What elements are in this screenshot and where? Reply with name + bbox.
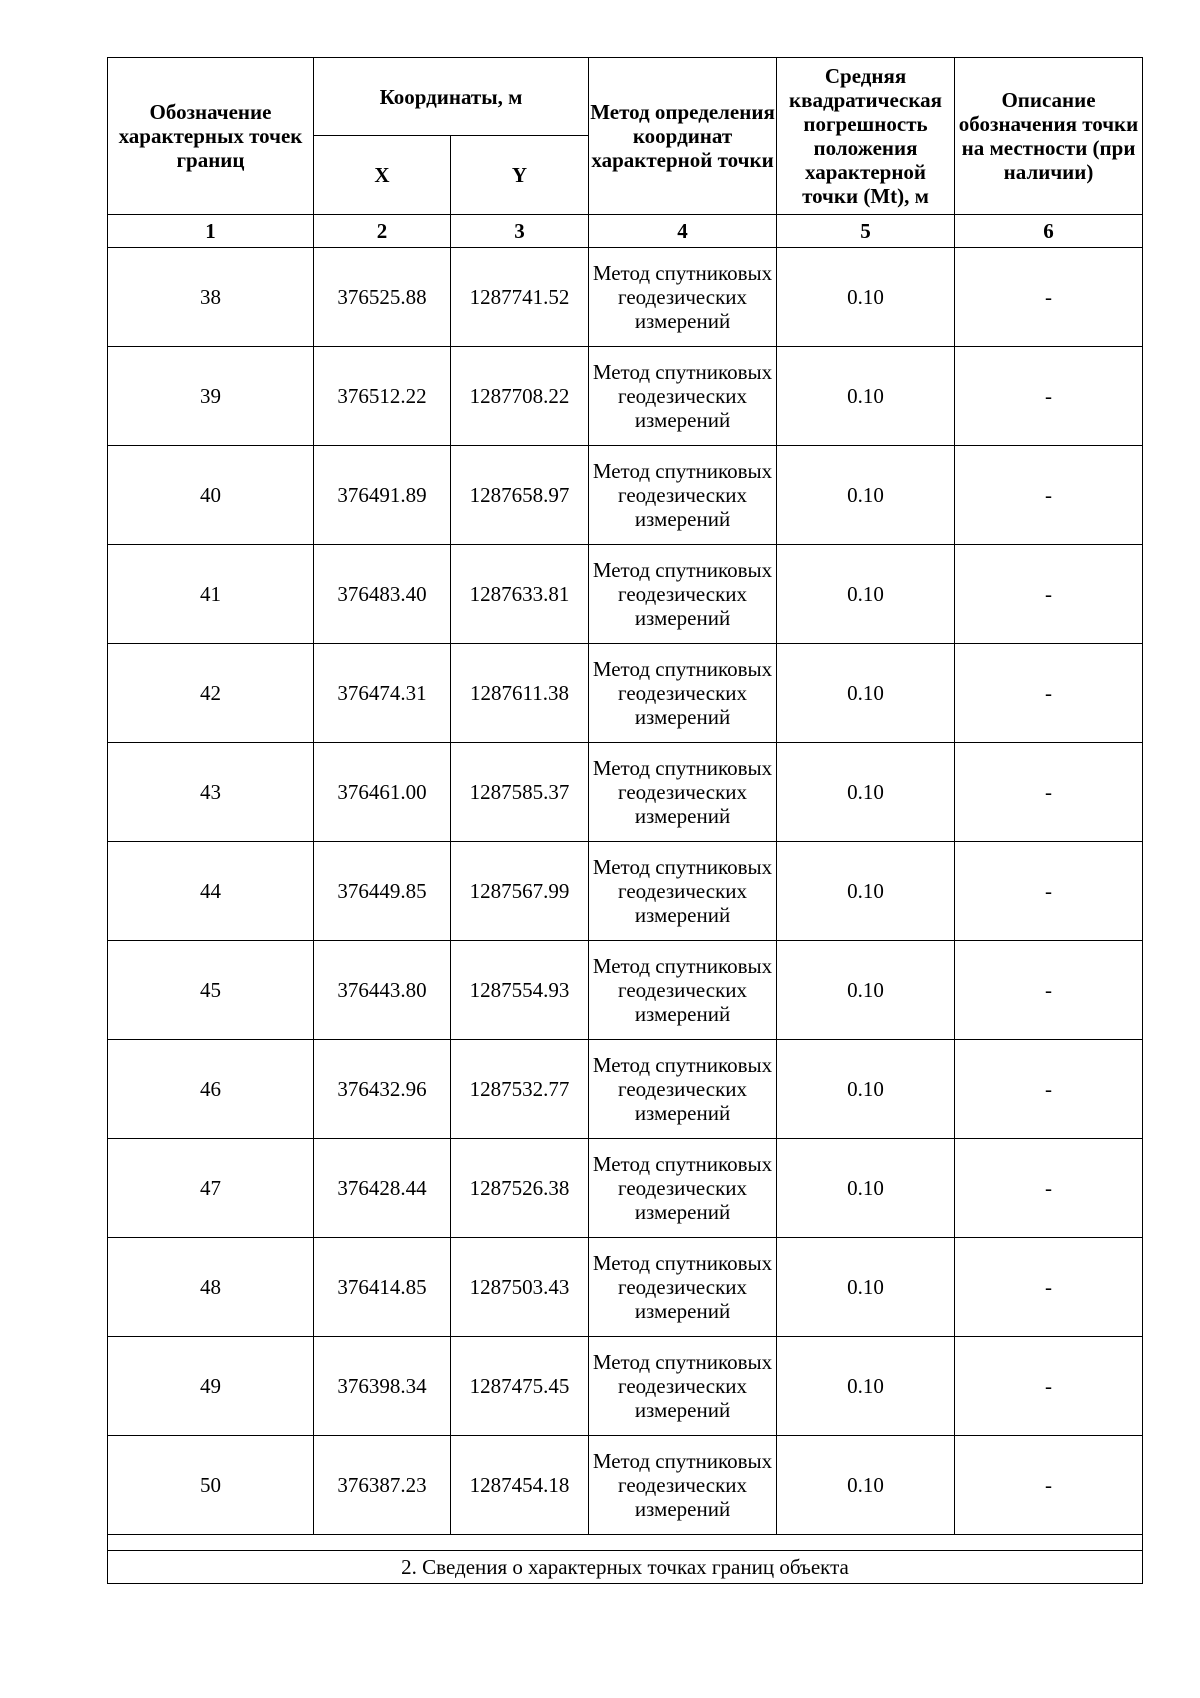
table-row [108,1139,1143,1238]
x-cell: 376443.80 [314,941,451,1040]
mt-cell: 0.10 [777,248,955,347]
table-row [108,1337,1143,1436]
header-coordinates: Координаты, м [314,58,589,136]
x-cell: 376461.00 [314,743,451,842]
header-y: Y [451,136,589,215]
mt-cell: 0.10 [777,1337,955,1436]
point-cell: 44 [108,842,314,941]
x-cell: 376449.85 [314,842,451,941]
section-caption: 2. Сведения о характерных точках границ объекта [108,1551,1143,1584]
description-cell: - [955,1238,1143,1337]
mt-cell: 0.10 [777,644,955,743]
description-cell: - [955,545,1143,644]
description-cell: - [955,347,1143,446]
point-cell: 47 [108,1139,314,1238]
description-cell: - [955,1436,1143,1535]
y-cell: 1287475.45 [451,1337,589,1436]
description-cell: - [955,941,1143,1040]
method-cell: Метод спутниковых геодезических измерений [589,644,777,743]
column-number-row [108,215,1143,248]
x-cell: 376483.40 [314,545,451,644]
description-cell: - [955,842,1143,941]
table-row [108,1238,1143,1337]
mt-cell: 0.10 [777,1040,955,1139]
point-cell: 48 [108,1238,314,1337]
y-cell: 1287567.99 [451,842,589,941]
footer-row [108,1551,1143,1584]
point-cell: 39 [108,347,314,446]
y-cell: 1287526.38 [451,1139,589,1238]
x-cell: 376414.85 [314,1238,451,1337]
header-mt-error: Средняя квадратическая погрешность положения характерной точки (Mt), м [777,58,955,215]
y-cell: 1287633.81 [451,545,589,644]
mt-cell: 0.10 [777,545,955,644]
mt-cell: 0.10 [777,1238,955,1337]
method-cell: Метод спутниковых геодезических измерений [589,1238,777,1337]
point-cell: 45 [108,941,314,1040]
y-cell: 1287503.43 [451,1238,589,1337]
column-number: 2 [314,215,451,248]
y-cell: 1287708.22 [451,347,589,446]
mt-cell: 0.10 [777,446,955,545]
point-cell: 49 [108,1337,314,1436]
coordinates-table [107,57,1143,1584]
description-cell: - [955,248,1143,347]
method-cell: Метод спутниковых геодезических измерений [589,941,777,1040]
point-cell: 38 [108,248,314,347]
description-cell: - [955,1040,1143,1139]
mt-cell: 0.10 [777,743,955,842]
column-number: 4 [589,215,777,248]
method-cell: Метод спутниковых геодезических измерений [589,545,777,644]
header-x: X [314,136,451,215]
table-row [108,347,1143,446]
mt-cell: 0.10 [777,347,955,446]
mt-cell: 0.10 [777,1139,955,1238]
description-cell: - [955,644,1143,743]
header-point-designation: Обозначение характерных точек границ [108,58,314,215]
y-cell: 1287611.38 [451,644,589,743]
column-number: 6 [955,215,1143,248]
header-method: Метод определения координат характерной точки [589,58,777,215]
x-cell: 376432.96 [314,1040,451,1139]
x-cell: 376512.22 [314,347,451,446]
method-cell: Метод спутниковых геодезических измерений [589,1040,777,1139]
table-row [108,248,1143,347]
x-cell: 376474.31 [314,644,451,743]
table-row [108,446,1143,545]
x-cell: 376491.89 [314,446,451,545]
column-number: 3 [451,215,589,248]
table-row [108,842,1143,941]
table-row [108,1040,1143,1139]
point-cell: 41 [108,545,314,644]
y-cell: 1287532.77 [451,1040,589,1139]
table-row [108,1436,1143,1535]
point-cell: 46 [108,1040,314,1139]
header-description: Описание обозначения точки на местности (при наличии) [955,58,1143,215]
spacer-row [108,1535,1143,1551]
column-number: 1 [108,215,314,248]
y-cell: 1287554.93 [451,941,589,1040]
method-cell: Метод спутниковых геодезических измерений [589,1139,777,1238]
description-cell: - [955,743,1143,842]
point-cell: 42 [108,644,314,743]
mt-cell: 0.10 [777,842,955,941]
description-cell: - [955,446,1143,545]
description-cell: - [955,1337,1143,1436]
mt-cell: 0.10 [777,1436,955,1535]
point-cell: 50 [108,1436,314,1535]
mt-cell: 0.10 [777,941,955,1040]
column-number: 5 [777,215,955,248]
point-cell: 40 [108,446,314,545]
table-row [108,545,1143,644]
method-cell: Метод спутниковых геодезических измерений [589,842,777,941]
method-cell: Метод спутниковых геодезических измерений [589,1337,777,1436]
spacer-cell [108,1535,1143,1551]
y-cell: 1287585.37 [451,743,589,842]
method-cell: Метод спутниковых геодезических измерений [589,743,777,842]
x-cell: 376525.88 [314,248,451,347]
description-cell: - [955,1139,1143,1238]
method-cell: Метод спутниковых геодезических измерений [589,347,777,446]
method-cell: Метод спутниковых геодезических измерений [589,446,777,545]
y-cell: 1287741.52 [451,248,589,347]
x-cell: 376428.44 [314,1139,451,1238]
method-cell: Метод спутниковых геодезических измерений [589,1436,777,1535]
y-cell: 1287658.97 [451,446,589,545]
x-cell: 376387.23 [314,1436,451,1535]
x-cell: 376398.34 [314,1337,451,1436]
y-cell: 1287454.18 [451,1436,589,1535]
table-row [108,743,1143,842]
table-row [108,644,1143,743]
point-cell: 43 [108,743,314,842]
method-cell: Метод спутниковых геодезических измерений [589,248,777,347]
table-row [108,941,1143,1040]
